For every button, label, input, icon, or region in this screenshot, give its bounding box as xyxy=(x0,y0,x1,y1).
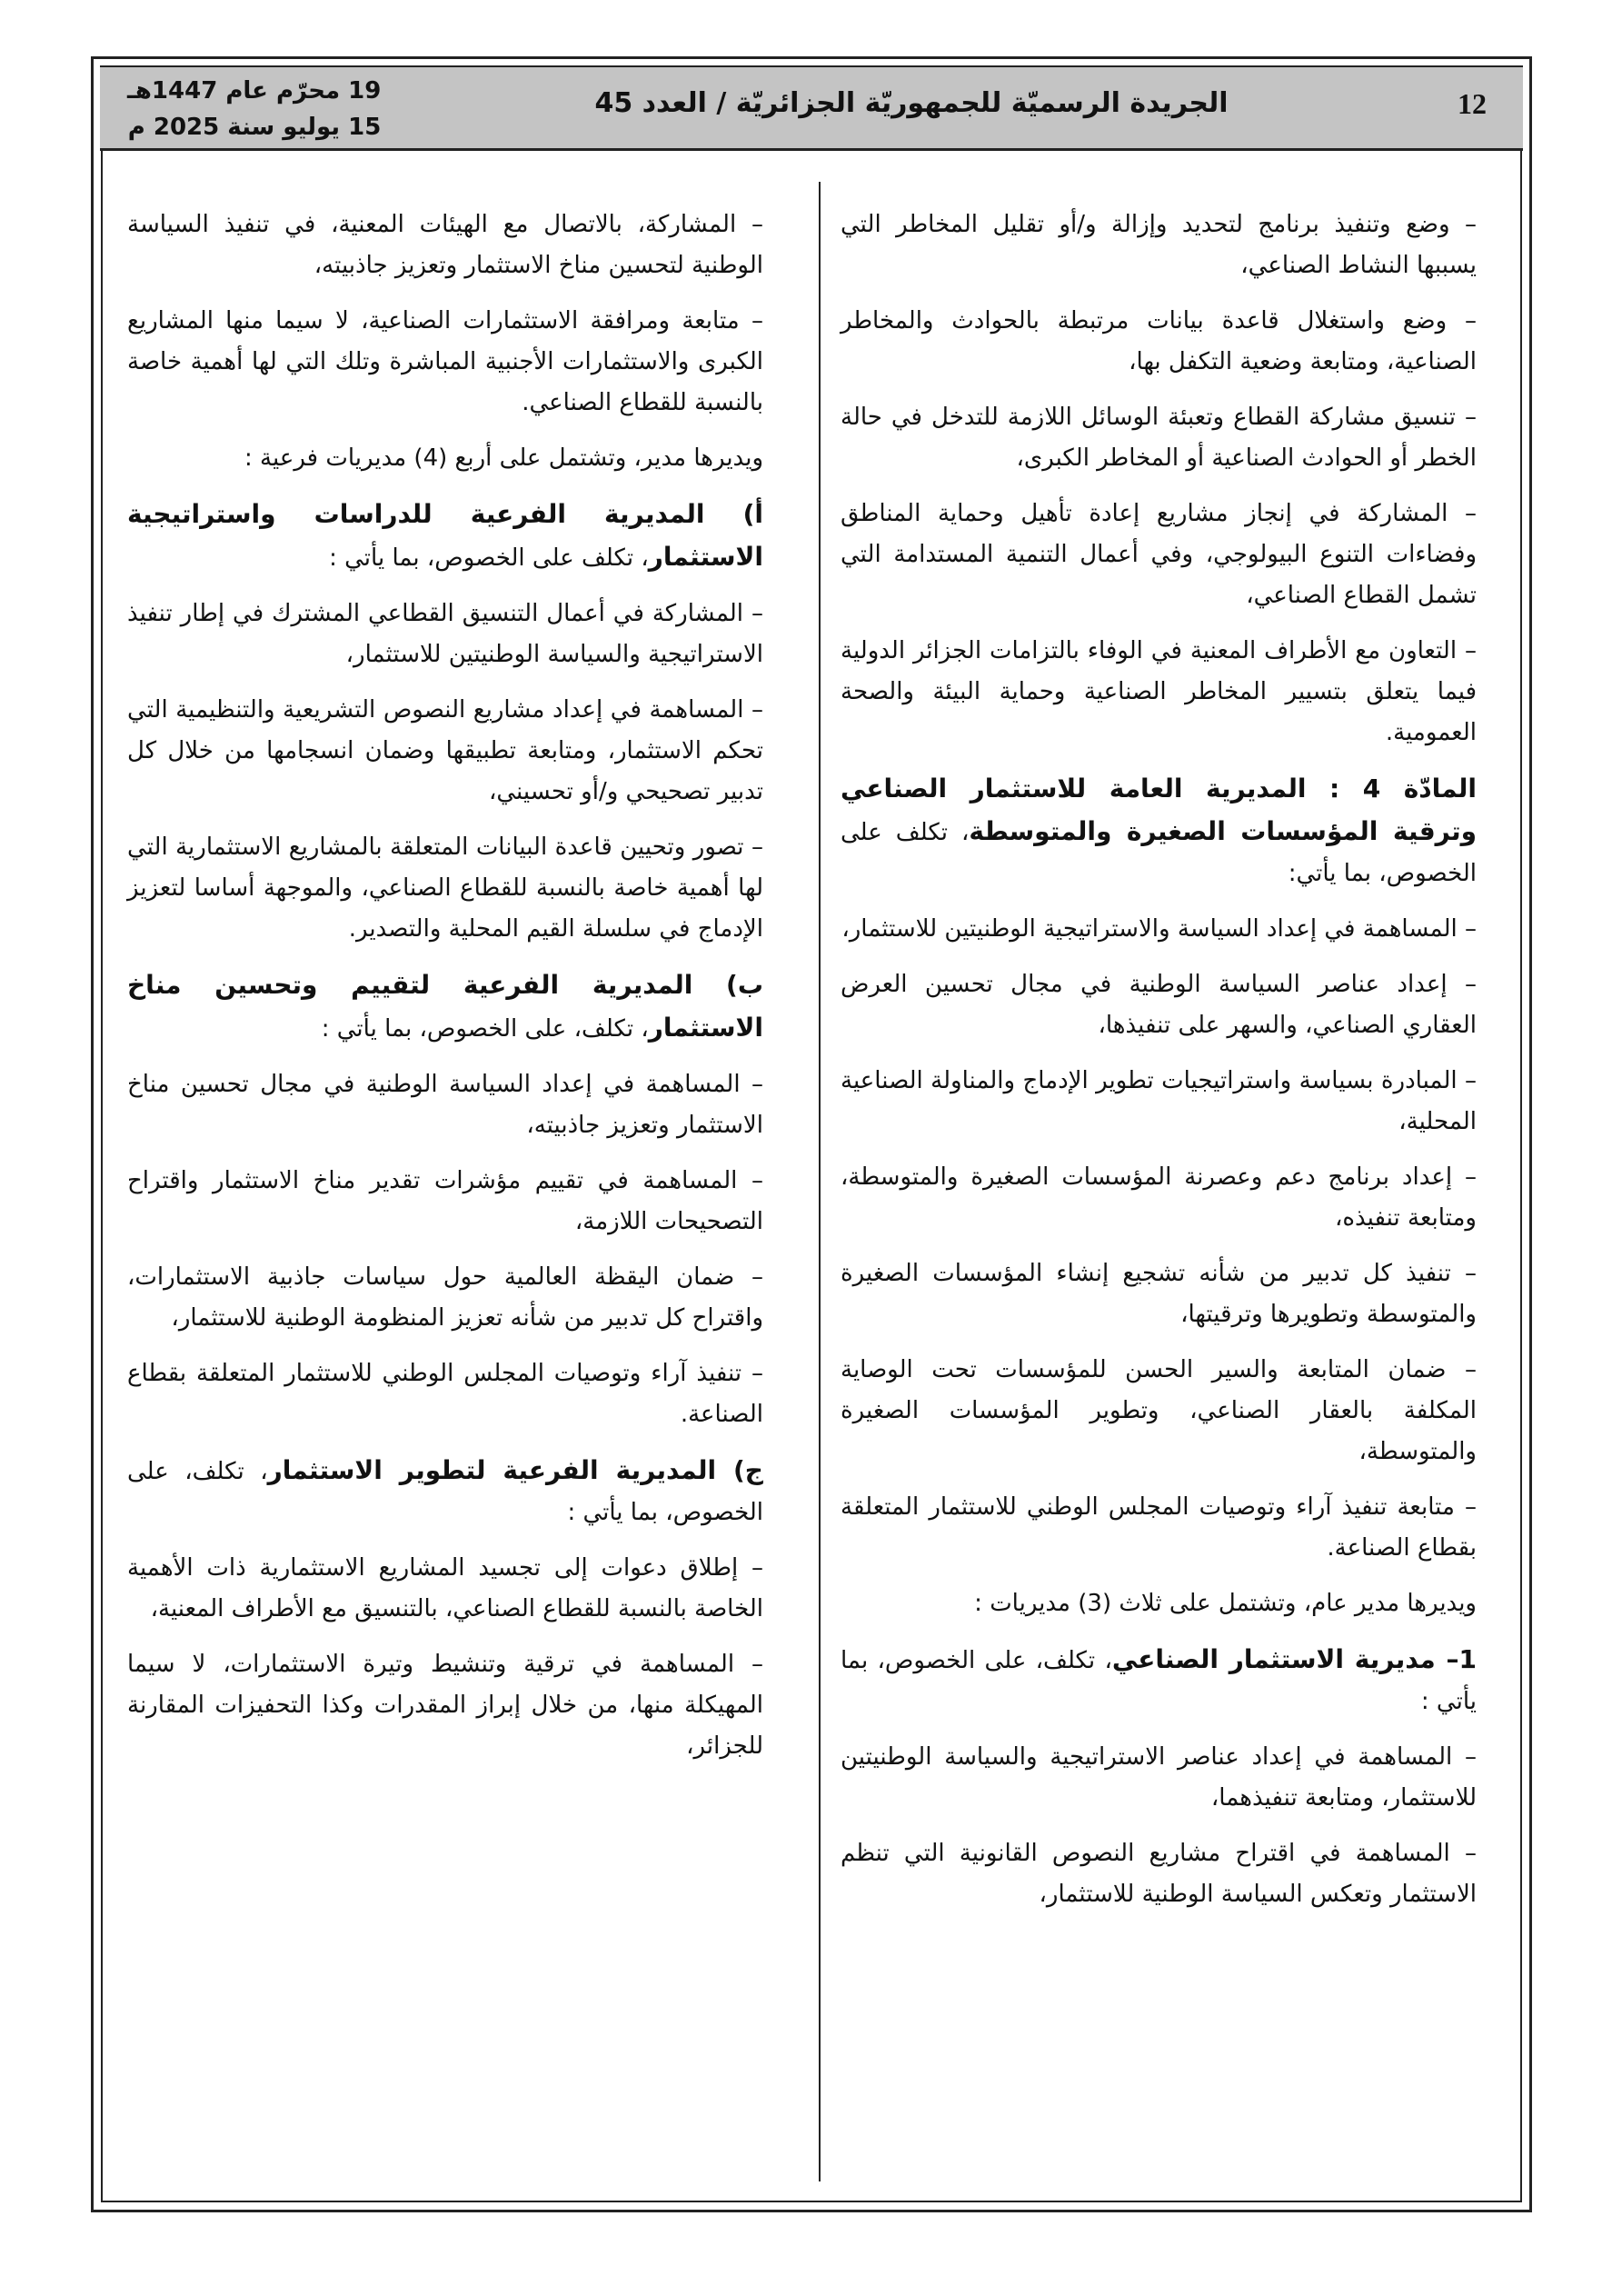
section-heading-paragraph xyxy=(127,964,791,1050)
paragraph-text: – المشاركة في إنجاز مشاريع إعادة تأهيل وحماية المناطق وفضاءات التنوع البيولوجي، وفي أعمال التنمية المستدامة التي تشمل القطاع الصناعي، xyxy=(841,500,1477,609)
paragraph xyxy=(127,301,791,424)
bold-heading: أ) المديرية الفرعية للدراسات واستراتيجية الاستثمار xyxy=(127,499,763,572)
gazette-title: الجريدة الرسميّة للجمهوريّة الجزائريّة / العدد 45 xyxy=(594,87,1229,119)
paragraph xyxy=(127,205,791,286)
issue-date xyxy=(127,73,381,145)
paragraph xyxy=(841,1833,1504,1915)
paragraph xyxy=(841,1737,1504,1819)
date-gregorian: 15 يوليو سنة 2025 م xyxy=(127,114,382,141)
paragraph xyxy=(127,594,791,675)
paragraph-text: ، تكلف، على الخصوص، بما يأتي : xyxy=(841,1647,1477,1715)
paragraph xyxy=(127,1257,791,1339)
paragraph-text: – المساهمة في تقييم مؤشرات تقدير مناخ الاستثمار واقتراح التصحيحات اللازمة، xyxy=(127,1167,763,1235)
paragraph xyxy=(841,1157,1504,1239)
paragraph xyxy=(127,1644,791,1767)
paragraph-text: – متابعة تنفيذ آراء وتوصيات المجلس الوطني للاستثمار المتعلقة بقطاع الصناعة. xyxy=(841,1493,1477,1562)
bold-heading: المادّة 4 : المديرية العامة للاستثمار الصناعي وترقية المؤسسات الصغيرة والمتوسطة xyxy=(841,774,1478,846)
date-hijri: 19 محرّم عام 1447هـ xyxy=(127,77,382,105)
paragraph xyxy=(127,438,791,479)
paragraph-text: – وضع وتنفيذ برنامج لتحديد وإزالة و/أو تقليل المخاطر التي يسببها النشاط الصناعي، xyxy=(841,211,1477,279)
paragraph xyxy=(841,964,1504,1046)
paragraph-text: – تنسيق مشاركة القطاع وتعبئة الوسائل اللازمة للتدخل في حالة الخطر أو الحوادث الصناعية أو المخاطر الكبرى، xyxy=(841,404,1477,472)
bold-heading: ب) المديرية الفرعية لتقييم وتحسين مناخ الاستثمار xyxy=(127,970,763,1043)
paragraph-text: ، تكلف على الخصوص، بما يأتي : xyxy=(329,544,649,572)
paragraph xyxy=(127,690,791,813)
paragraph xyxy=(127,1353,791,1435)
paragraph-text: ويديرها مدير، وتشتمل على أربع (4) مديريات فرعية : xyxy=(244,444,763,472)
bold-heading: ج) المديرية الفرعية لتطوير الاستثمار xyxy=(267,1455,763,1485)
bold-heading: 1– مديرية الاستثمار الصناعي xyxy=(1111,1644,1478,1674)
section-heading-paragraph xyxy=(841,768,1504,894)
paragraph-text: – المساهمة في إعداد السياسة والاستراتيجية الوطنيتين للاستثمار، xyxy=(841,915,1477,943)
right-column xyxy=(841,205,1504,1930)
paragraph-text: – المبادرة بسياسة واستراتيجيات تطوير الإدماج والمناولة الصناعية المحلية، xyxy=(841,1067,1477,1135)
paragraph xyxy=(127,1064,791,1146)
paragraph-text: – ضمان المتابعة والسير الحسن للمؤسسات تحت الوصاية المكلفة بالعقار الصناعي، وتطوير المؤسسات الصغيرة والمتوسطة، xyxy=(841,1356,1477,1465)
paragraph-text: – المشاركة، بالاتصال مع الهيئات المعنية، في تنفيذ السياسة الوطنية لتحسين مناخ الاستثمار وتعزيز جاذبيته، xyxy=(127,211,763,279)
paragraph xyxy=(841,1487,1504,1569)
paragraph-text: – المساهمة في اقتراح مشاريع النصوص القانونية التي تنظم الاستثمار وتعكس السياسة الوطنية للاستثمار، xyxy=(841,1840,1477,1908)
paragraph xyxy=(841,301,1504,383)
paragraph-text: – إطلاق دعوات إلى تجسيد المشاريع الاستثمارية ذات الأهمية الخاصة بالنسبة للقطاع الصناعي، بالتنسيق مع الأطراف المعنية، xyxy=(127,1554,763,1622)
paragraph xyxy=(127,1548,791,1630)
paragraph xyxy=(841,494,1504,616)
paragraph-text: – المساهمة في ترقية وتنشيط وتيرة الاستثمارات، لا سيما المهيكلة منها، من خلال إبراز المقدرات وكذا التحفيزات المقارنة للجزائر، xyxy=(127,1651,763,1760)
paragraph-text: ويديرها مدير عام، وتشتمل على ثلاث (3) مديريات : xyxy=(974,1590,1477,1617)
paragraph-text: – ضمان اليقظة العالمية حول سياسات جاذبية الاستثمارات، واقتراح كل تدبير من شأنه تعزيز المنظومة الوطنية للاستثمار، xyxy=(127,1263,763,1332)
gazette-header xyxy=(100,65,1523,151)
paragraph xyxy=(841,1350,1504,1472)
paragraph xyxy=(127,1161,791,1243)
paragraph xyxy=(841,1583,1504,1624)
paragraph-text: – المساهمة في إعداد السياسة الوطنية في مجال تحسين مناخ الاستثمار وتعزيز جاذبيته، xyxy=(127,1071,763,1139)
paragraph-text: – تنفيذ آراء وتوصيات المجلس الوطني للاستثمار المتعلقة بقطاع الصناعة. xyxy=(127,1360,763,1428)
paragraph-text: – المساهمة في إعداد عناصر الاستراتيجية والسياسة الوطنيتين للاستثمار، ومتابعة تنفيذهما، xyxy=(841,1743,1477,1812)
paragraph-text: ، تكلف على الخصوص، بما يأتي: xyxy=(841,819,1477,887)
paragraph-text: – التعاون مع الأطراف المعنية في الوفاء بالتزامات الجزائر الدولية فيما يتعلق بتسيير المخاطر الصناعية وحماية البيئة والصحة العمومية. xyxy=(841,637,1477,746)
paragraph-text: – المساهمة في إعداد مشاريع النصوص التشريعية والتنظيمية التي تحكم الاستثمار، ومتابعة تطبيقها وضمان انسجامها من خلال كل تدبير تصحيحي و/أو تحسيني، xyxy=(127,696,763,805)
column-divider xyxy=(819,182,821,2181)
paragraph-text: – تنفيذ كل تدبير من شأنه تشجيع إنشاء المؤسسات الصغيرة والمتوسطة وتطويرها وترقيتها، xyxy=(841,1260,1477,1328)
paragraph-text: ، تكلف، على الخصوص، بما يأتي : xyxy=(321,1015,649,1043)
paragraph-text: – إعداد عناصر السياسة الوطنية في مجال تحسين العرض العقاري الصناعي، والسهر على تنفيذها، xyxy=(841,971,1477,1039)
paragraph xyxy=(841,397,1504,479)
paragraph-text: – وضع واستغلال قاعدة بيانات مرتبطة بالحوادث والمخاطر الصناعية، ومتابعة وضعية التكفل بها، xyxy=(841,307,1477,375)
paragraph-text: – تصور وتحيين قاعدة البيانات المتعلقة بالمشاريع الاستثمارية التي لها أهمية خاصة بالنسبة للقطاع الصناعي، والموجهة أساسا لتعزيز الإدماج في سلسلة القيم المحلية والتصدير. xyxy=(127,834,763,943)
section-heading-paragraph xyxy=(127,494,791,579)
paragraph xyxy=(841,1253,1504,1335)
paragraph-text: ، تكلف، على الخصوص، بما يأتي : xyxy=(127,1458,763,1526)
section-heading-paragraph xyxy=(841,1639,1504,1722)
paragraph xyxy=(841,205,1504,286)
paragraph xyxy=(841,631,1504,754)
paragraph xyxy=(841,1061,1504,1143)
section-heading-paragraph xyxy=(127,1450,791,1533)
page-number: 12 xyxy=(1458,87,1487,120)
paragraph xyxy=(127,827,791,950)
paragraph-text: – متابعة ومرافقة الاستثمارات الصناعية، لا سيما منها المشاريع الكبرى والاستثمارات الأجنبية المباشرة وتلك التي لها أهمية خاصة بالنسبة للقطاع الصناعي. xyxy=(127,307,763,416)
paragraph-text: – المشاركة في أعمال التنسيق القطاعي المشترك في إطار تنفيذ الاستراتيجية والسياسة الوطنيتين للاستثمار، xyxy=(127,600,763,668)
left-column xyxy=(127,205,791,1782)
paragraph xyxy=(841,909,1504,950)
paragraph-text: – إعداد برنامج دعم وعصرنة المؤسسات الصغيرة والمتوسطة، ومتابعة تنفيذه، xyxy=(841,1163,1477,1232)
